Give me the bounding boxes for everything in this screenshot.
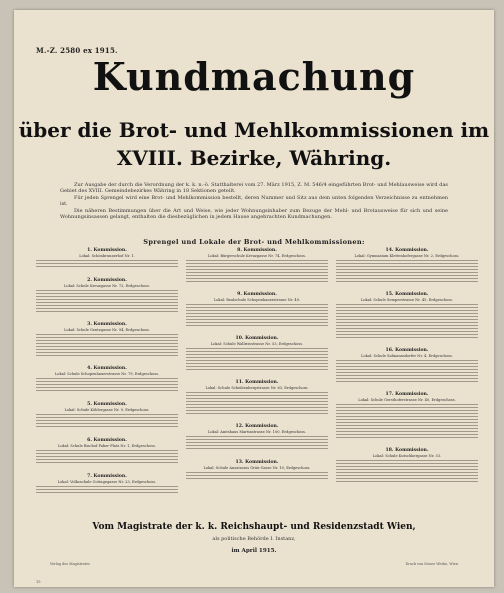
commission-title: 18. Kommission.: [385, 448, 429, 453]
commission-location: Lokal: Bürgerschule Kreuzgasse Nr. 74, Erdgeschoss.: [207, 254, 307, 258]
street-list-block: [186, 472, 328, 480]
commission-location: Lokal: Schule Salmannsdorfer Nr. 4, Erdgeschoss.: [361, 354, 453, 358]
publisher-imprint: Verlag des Magistrates: [50, 562, 90, 566]
commission-title: 17. Kommission.: [385, 392, 429, 397]
street-list-block: [36, 378, 178, 392]
street-list-block: [36, 450, 178, 464]
commission-title: 14. Kommission.: [385, 248, 429, 253]
commission-title: 8. Kommission.: [237, 248, 277, 253]
commission-title: 12. Kommission.: [235, 424, 279, 429]
commission-title: 5. Kommission.: [87, 402, 127, 407]
street-list-block: [186, 304, 328, 326]
commission-location: Lokal: Schule Kreuzgasse Nr. 72, Erdgeschoss.: [64, 284, 150, 288]
street-list-block: [186, 348, 328, 370]
commission-block: [186, 460, 328, 480]
commission-location: Lokal: Gymnasium Klettenhofergasse Nr. 2, Erdgeschoss.: [354, 254, 460, 258]
commission-location: Lokal: Schule Anastasius Grün-Gasse Nr. 10, Erdgeschoss.: [203, 466, 311, 470]
commission-column-1: [36, 248, 178, 504]
commission-title: 9. Kommission.: [237, 292, 277, 297]
commission-block: [336, 292, 478, 338]
commission-block: [36, 438, 178, 464]
commission-block: [36, 366, 178, 392]
street-list-block: [336, 404, 478, 438]
commission-title: 7. Kommission.: [87, 474, 127, 479]
commission-block: [36, 248, 178, 268]
printer-imprint: Druck von Moser Werke, Wien: [405, 562, 458, 566]
commission-location: Lokal: Schule Scheibenbergstrasse Nr. 63, Erdgeschoss.: [205, 386, 309, 390]
street-list-block: [36, 486, 178, 494]
street-list-block: [186, 436, 328, 450]
commission-location: Lokal: Realschule Schopenhauerstrasse Nr. 49.: [213, 298, 301, 302]
commission-block: [186, 248, 328, 282]
commission-block: [186, 292, 328, 326]
street-list-block: [36, 260, 178, 268]
poster-subtitle-line1: über die Brot- und Mehlkommissionen im: [18, 118, 490, 142]
commission-block: [36, 322, 178, 356]
commission-location: Lokal: Schule Gersthoferstrasse Nr. 40, Erdgeschoss.: [358, 398, 456, 402]
poster-sheet: [14, 10, 494, 587]
street-list-block: [336, 460, 478, 482]
poster-subtitle-line2: XVIII. Bezirke, Währing.: [116, 146, 392, 170]
commission-location: Lokal: Amtshaus Martinstrasse Nr. 100, Erdgeschoss.: [207, 430, 307, 434]
commission-location: Lokal: Schule Kutschkergasse Nr. 33.: [372, 454, 442, 458]
commission-title: 11. Kommission.: [235, 380, 279, 385]
commission-block: [186, 336, 328, 370]
commission-block: [36, 474, 178, 494]
commission-title: 15. Kommission.: [385, 292, 429, 297]
street-list-block: [36, 290, 178, 312]
commission-location: Lokal: Volksschule Cottagegasse Nr. 23, Erdgeschoss.: [57, 480, 157, 484]
commission-title: 1. Kommission.: [87, 248, 127, 253]
commission-title: 16. Kommission.: [385, 348, 429, 353]
commission-block: [336, 348, 478, 382]
intro-paragraph-2: Für jeden Sprengel wird eine Brot- und Mehlkommission bestellt, deren Nummer und Sitz aus dem unten folgenden Verzeichnisse zu entnehmen ist.: [60, 194, 448, 208]
poster-title: Kundmachung: [92, 54, 416, 99]
commission-title: 6. Kommission.: [87, 438, 127, 443]
intro-paragraph-1: Zur Ausgabe der durch die Verordnung der k. k. n.-ö. Statthalterei vom 27. März 1915, Z. M. 546/4 eingeführten Brot- und Mehlausweise wird das Gebiet des XVIII. Gemeindebezirkes Währing in 18 Sektionen geteilt.: [60, 182, 448, 195]
commission-column-2: [186, 248, 328, 490]
commission-location: Lokal: Schule Köhlergasse Nr. 9, Erdgeschoss.: [64, 408, 150, 412]
commission-title: 13. Kommission.: [235, 460, 279, 465]
corner-number: 15: [36, 580, 41, 584]
street-list-block: [186, 260, 328, 282]
commission-location: Lokal: Schule Schopenhauerstrasse Nr. 79, Erdgeschoss.: [54, 372, 160, 376]
commission-title: 3. Kommission.: [87, 322, 127, 327]
street-list-block: [336, 260, 478, 282]
intro-text: [60, 182, 448, 220]
document-reference: M.-Z. 2580 ex 1915.: [36, 46, 118, 55]
authority-line: als politische Behörde I. Instanz,: [212, 536, 296, 542]
commission-block: [336, 448, 478, 482]
commission-block: [336, 392, 478, 438]
street-list-block: [336, 304, 478, 338]
commission-title: 2. Kommission.: [87, 278, 127, 283]
commission-column-3: [336, 248, 478, 492]
commission-location: Lokal: Schule Gentzgasse Nr. 94, Erdgeschoss.: [64, 328, 150, 332]
commission-location: Lokal: Schule Bischof Faber-Platz Nr. 1, Erdgeschoss.: [58, 444, 156, 448]
commission-title: 4. Kommission.: [87, 366, 127, 371]
commission-block: [186, 380, 328, 414]
intro-paragraph-3: Die näheren Bestimmungen über die Art und Weise, wie jeder Wohnungsinhaber zum Bezuge der Mehl- und Brotausweise für sich und seine Wohnungsinsassen gelangt, enthalten die diesbezüglichen in jedem Hause angebrachten Kundmachungen.: [60, 207, 448, 221]
commission-block: [186, 424, 328, 450]
street-list-block: [36, 414, 178, 428]
commission-block: [36, 278, 178, 312]
commission-location: Lokal: Schule Semperstrasse Nr. 45, Erdgeschoss.: [361, 298, 453, 302]
street-list-block: [186, 392, 328, 414]
street-list-block: [336, 360, 478, 382]
date-line: im April 1915.: [231, 548, 277, 554]
issuer-line: Vom Magistrate der k. k. Reichshaupt- und Residenzstadt Wien,: [92, 522, 416, 532]
commission-location: Lokal: Schönbrunnerhof Nr. 1.: [79, 254, 135, 258]
commission-location: Lokal: Schule Wallrissstrasse Nr. 53, Erdgeschoss.: [210, 342, 304, 346]
commission-block: [336, 248, 478, 282]
commission-block: [36, 402, 178, 428]
street-list-block: [36, 334, 178, 356]
commission-title: 10. Kommission.: [235, 336, 279, 341]
section-heading: Sprengel und Lokale der Brot- und Mehlkommissionen:: [143, 238, 365, 246]
